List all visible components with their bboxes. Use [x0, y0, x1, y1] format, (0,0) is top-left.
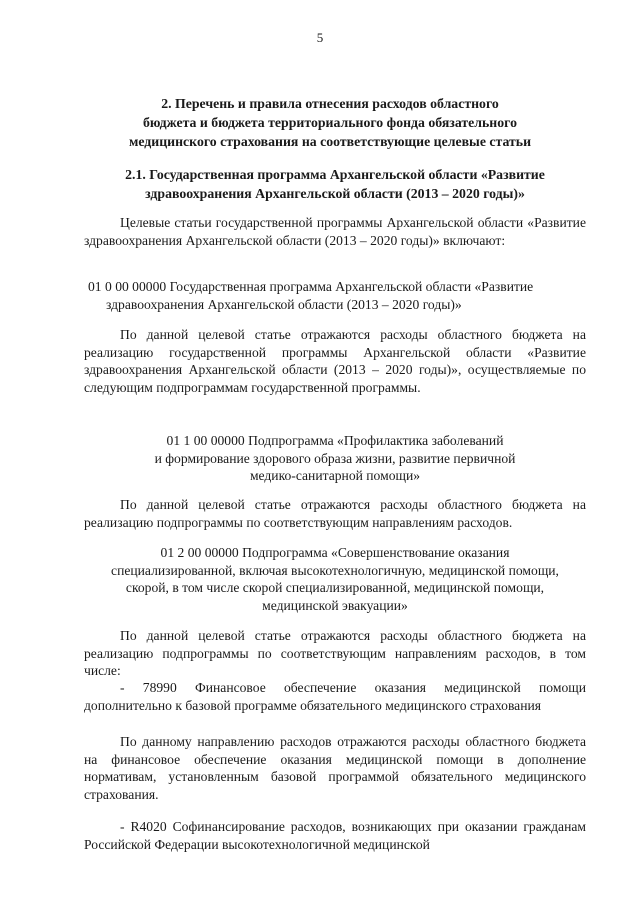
- heading-line: здравоохранения Архангельской области (2013 – 2020 годы)»: [106, 296, 462, 312]
- paragraph-text: По данной целевой статье отражаются расходы областного бюджета на реализацию государственной программы Архангельской области «Развитие здравоохранения Архангельской области (2013 – 2020 годы)», осуществляемые по следующим подпрограммам государственной программы.: [84, 327, 586, 395]
- heading-line: 01 0 00 00000 Государственная программа Архангельской области «Развитие: [88, 279, 534, 294]
- heading-line: 01 2 00 00000 Подпрограмма «Совершенствование оказания: [160, 545, 510, 560]
- subsection-title-line: здравоохранения Архангельской области (2013 – 2020 годы)»: [145, 186, 525, 201]
- section-title-line: 2. Перечень и правила отнесения расходов областного: [161, 96, 499, 111]
- subprogram-1-heading: [84, 432, 586, 485]
- target-article-program-heading: [84, 278, 590, 313]
- heading-line: скорой, в том числе скорой специализированной, медицинской помощи,: [125, 580, 545, 595]
- subsection-title: [90, 165, 580, 203]
- heading-line: медико-санитарной помощи»: [249, 468, 421, 483]
- paragraph-text: По данной целевой статье отражаются расходы областного бюджета на реализацию подпрограммы по соответствующим направлениям расходов.: [84, 497, 586, 530]
- section-title: [90, 94, 570, 151]
- section-title-line: медицинского страхования на соответствующие целевые статьи: [128, 134, 532, 149]
- heading-line: специализированной, включая высокотехнологичную, медицинской помощи,: [111, 562, 559, 578]
- paragraph-text: По данной целевой статье отражаются расходы областного бюджета на реализацию подпрограммы по соответствующим направлениям расходов, в том числе:: [84, 628, 586, 678]
- paragraph-direction-78990-description: [84, 733, 586, 803]
- paragraph-direction-78990: [84, 679, 586, 714]
- paragraph-subprogram-1-expenses: [84, 496, 586, 531]
- paragraph-text: - 78990 Финансовое обеспечение оказания медицинской помощи дополнительно к базовой программе обязательного медицинского страхования: [84, 680, 586, 713]
- subsection-title-line: 2.1. Государственная программа Архангельской области «Развитие: [125, 167, 545, 182]
- subprogram-2-heading: [84, 544, 586, 614]
- paragraph-program-expenses: [84, 326, 586, 396]
- heading-line: 01 1 00 00000 Подпрограмма «Профилактика заболеваний: [166, 433, 504, 448]
- paragraph-text: По данному направлению расходов отражаются расходы областного бюджета на финансовое обеспечение оказания медицинской помощи в дополнение нормативам, установленным базовой программой обязательного медицинского страхования.: [84, 734, 586, 802]
- paragraph-text: Целевые статьи государственной программы Архангельской области «Развитие здравоохранения Архангельской области (2013 – 2020 годы)» включают:: [84, 215, 586, 248]
- heading-line: медицинской эвакуации»: [262, 597, 408, 613]
- paragraph-direction-r4020: [84, 818, 586, 853]
- paragraph-target-articles: [84, 214, 586, 249]
- heading-line: и формирование здорового образа жизни, развитие первичной: [154, 450, 516, 466]
- paragraph-text: - R4020 Софинансирование расходов, возникающих при оказании гражданам Российской Федерации высокотехнологичной медицинской: [84, 819, 586, 852]
- paragraph-subprogram-2-expenses: [84, 627, 586, 680]
- page-number: 5: [316, 30, 324, 45]
- section-title-line: бюджета и бюджета территориального фонда обязательного: [143, 115, 517, 130]
